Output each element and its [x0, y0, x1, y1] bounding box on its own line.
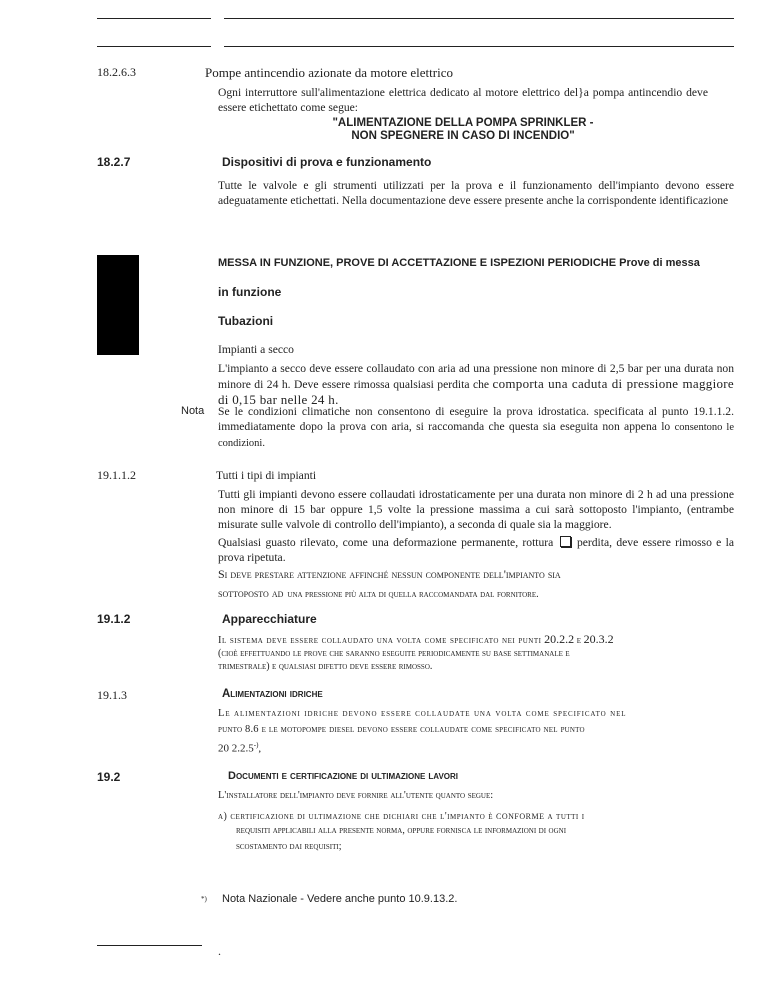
footnote-text: Nota Nazionale - Vedere anche punto 10.9.13.2.: [222, 893, 458, 905]
checkbox-glyph-icon: [560, 536, 571, 547]
section-body-19-a: [218, 361, 734, 408]
section-192-item-a1a: a) certificazione di ultimazione che dichiari che l'impianto è: [218, 811, 494, 822]
section-192-item-a1: [218, 808, 585, 823]
section-number-19112: 19.1.1.2: [97, 468, 136, 482]
nota-label: Nota: [181, 405, 205, 417]
section-1913-line1: Le alimentazioni idriche devono essere collaudate una volta come specificato nel: [218, 708, 627, 719]
section-1913-line2: punto 8.6 e le motopompe diesel devono essere collaudate come specificato nel punto: [218, 724, 585, 735]
section-192-intro: L'installatore dell'impianto deve fornire all'utente quanto segue:: [218, 790, 494, 801]
section-1913-line3-tail: ,: [258, 742, 262, 755]
section-title-1913: Alimentazioni idriche: [222, 688, 323, 700]
nota-body: [218, 404, 734, 451]
footnote-mark: *): [201, 895, 207, 903]
warning-line2: [218, 584, 539, 602]
header-rule-right-1: [224, 18, 734, 19]
section-body-19112-2b: perdita, deve essere rimosso e la prova ripetuta.: [218, 536, 734, 564]
section-number-18263: 18.2.6.3: [97, 65, 136, 79]
subsection-impianti-secco: Impianti a secco: [218, 343, 294, 356]
section-body-19112-2: [218, 535, 734, 565]
section-body-19112-1: Tutti gli impianti devono essere collaudati idrostaticamente per una durata non minore di 2 h ad una pressione non minore di 15 bar oppure 1,5 volte la pressione massima a cui sarà sottoposto l'impianto, (entrambe misurate sulle valvole di controllo dell'impianto), a seconda di quale sia la maggiore.: [218, 488, 734, 531]
section-1912-line1b: 20.2.2: [544, 632, 575, 646]
section-1913-line3-text: 20 2.2.5: [218, 742, 254, 755]
section-1912-line2: (cioè effettuando le prove che saranno eseguite periodicamente su base settimanale e: [218, 648, 570, 659]
section-192-item-a1b: conforme: [496, 808, 545, 822]
warning-line2a: sottoposto ad: [218, 586, 284, 600]
section-1912-line1d: 20.3.2: [583, 632, 614, 646]
section-title-19112: Tutti i tipi di impianti: [216, 469, 317, 482]
section-title-1827: Dispositivi di prova e funzionamento: [222, 155, 432, 169]
header-rule-right-2: [224, 46, 734, 47]
section-1912-line1: [218, 632, 734, 647]
section-192-item-a2: requisiti applicabili alla presente norma, oppure fornisca le informazioni di ogni: [236, 825, 567, 836]
subsection-tubazioni: Tubazioni: [218, 314, 274, 328]
section-title-19-line1: MESSA IN FUNZIONE, PROVE DI ACCETTAZIONE E ISPEZIONI PERIODICHE Prove di messa: [218, 257, 700, 269]
warning-line1: Si deve prestare attenzione affinché nessun componente dell'impianto sia: [218, 567, 561, 581]
nota-body-text: Se le condizioni climatiche non consentono di eseguire la prova idrostatica. specificata al punto 19.1.1.2. immediatamente dopo la prova con aria, si raccomanda che questa sia eseguita non appena lo: [218, 405, 734, 433]
nota-indent-cover: [181, 404, 217, 420]
section-192-item-a3: scostamento dai requisiti;: [236, 841, 342, 852]
section-1912-line3: trimestrale) e qualsiasi difetto deve essere rimosso.: [218, 661, 433, 672]
header-rule-left-2: [97, 46, 211, 47]
section-1912-line1c: e: [576, 635, 581, 646]
nota-body-tail: consentono le condizioni.: [218, 422, 735, 449]
section-number-1912: 19.1.2: [97, 612, 131, 626]
section-number-1827: 18.2.7: [97, 155, 131, 169]
footer-rule: [97, 945, 202, 946]
footnote-ref: -): [253, 741, 259, 749]
warning-line2b: una pressione più alta di quella raccomandata dal fornitore.: [287, 589, 539, 600]
section-title-18263: Pompe antincendio azionate da motore elettrico: [205, 65, 453, 80]
section-body-19112-2a: Qualsiasi guasto rilevato, come una deformazione permanente, rottura: [218, 536, 554, 549]
page-end-dot: .: [218, 944, 221, 958]
section-body-19-a-text: L'impianto a secco deve essere collaudato con aria ad una pressione non minore di 2,5 bar per una durata non minore di 24 h. Deve essere rimossa qualsiasi perdita che: [218, 362, 734, 391]
label-quote-line1: "ALIMENTAZIONE DELLA POMPA SPRINKLER -: [332, 117, 594, 129]
section-number-1913: 19.1.3: [97, 688, 127, 702]
section-192-item-a1c: a tutti i: [547, 811, 585, 822]
section-body-19-b-text: comporta una caduta di pressione maggiore di 0,15 bar nelle 24 h.: [218, 376, 734, 407]
section-body-18263: Ogni interruttore sull'alimentazione elettrica dedicato al motore elettrico del}a pompa antincendio deve essere etichettato come segue:: [218, 86, 708, 114]
section-title-192: Documenti e certificazione di ultimazione lavori: [228, 770, 459, 782]
header-rule-left-1: [97, 18, 211, 19]
section-body-1827: Tutte le valvole e gli strumenti utilizzati per la prova e il funzionamento dell'impianto devono essere adeguatamente etichettati. Nella documentazione deve essere presente anche la corrispondente identificazione: [218, 179, 734, 207]
section-title-1912: Apparecchiature: [222, 612, 317, 626]
section-1912-line1a: Il sistema deve essere collaudato una volta come specificato nei punti: [218, 635, 542, 646]
section-title-19-line2: in funzione: [218, 285, 282, 299]
section-number-192: 19.2: [97, 770, 121, 784]
label-quote-line2: NON SPEGNERE IN CASO DI INCENDIO": [351, 130, 575, 142]
redaction-block: [97, 255, 139, 355]
section-1913-line3: [218, 741, 261, 755]
